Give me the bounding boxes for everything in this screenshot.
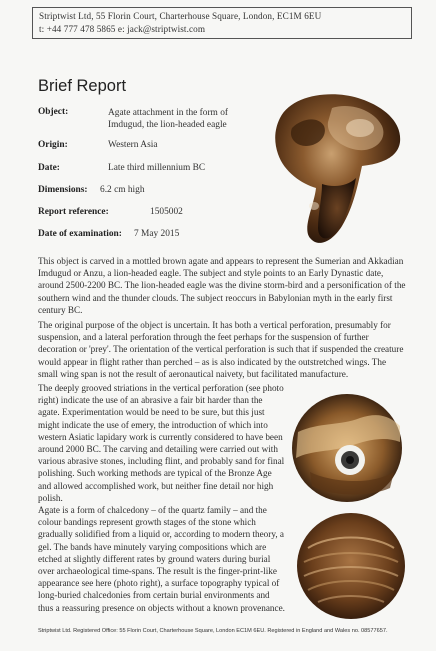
report-title: Brief Report: [38, 77, 127, 95]
fact-label: Date:: [38, 163, 60, 173]
letterhead-box: [32, 7, 412, 39]
fact-exam-date: [38, 229, 180, 239]
fact-label: Object:: [38, 107, 69, 117]
paragraph-intro: This object is carved in a mottled brown agate and appears to represent the Sumerian and Akkadian Imdugud or Anzu, a lion-headed eagle. The subject and style points to an Early Dynastic date, around 2500-2200 BC. The lion-headed eagle was the divine storm-bird and a personification of the southern wind and the thunder clouds. The subject reoccurs in Babylonian myth in the early first century BC.: [38, 256, 406, 315]
paragraph-purpose: The original purpose of the object is uncertain. It has both a vertical perforation, presumably for suspension, and a lateral perforation through the feet perhaps for the suspension of further decoration or 'prey'. The orientation of the vertical perforation is such that if suspended the creature would appear in flight rather than perched – as is also indicated by the outstretched wings. The small wing span is not the result of aeronautical naivety, but facilitated manufacture.: [38, 320, 404, 379]
fact-value: 1505002: [150, 207, 183, 217]
object-photo: [262, 88, 412, 250]
fact-label: Report reference:: [38, 207, 109, 217]
letterhead-contact: t: +44 777 478 5865 e: jack@striptwist.com: [39, 24, 206, 34]
fact-reference: [38, 207, 183, 217]
surface-closeup-photo: [296, 512, 406, 620]
fact-value: Agate attachment in the form of Imdugud, the lion-headed eagle: [108, 108, 229, 130]
fact-label: Dimensions:: [38, 185, 88, 195]
letterhead-address: Striptwist Ltd, 55 Florin Court, Charterhouse Square, London, EC1M 6EU: [39, 11, 322, 21]
fact-value: Western Asia: [108, 140, 158, 150]
paragraph-perforation: The deeply grooved striations in the vertical perforation (see photo right) indicate the use of an abrasive a fair bit harder than the agate. Experimentation would be need to be sure, but this just might indicate the use of emery, the introduction of which into western Asiatic lapidary work is currently considered to have been around 2000 BC. The carving and detailing were carried out with various abrasive stones, including flint, and probably sand for final polishing. Such working methods are typical of the Bronze Age and allowed accomplished work, but neither fine detail nor high polish.: [38, 383, 285, 503]
fact-object: [38, 107, 229, 130]
fact-value: 7 May 2015: [134, 229, 180, 239]
paragraph-agate: Agate is a form of chalcedony – of the quartz family – and the colour bandings represent growth stages of the stone which gradually solidified from a liquid or, according to modern theory, a gel. The bands have minutely varying compositions which are etched at slightly different rates by ground waters during burial over archaeological time-spans. The result is the finger-print-like appearance see here (photo right), a surface topography typical of long-buried chalcedonies from certain burial environments and thus a reassuring presence on objects without a known provenance.: [38, 505, 285, 613]
fact-value: 6.2 cm high: [100, 185, 145, 195]
perforation-closeup-photo: [290, 392, 404, 504]
fact-date: [38, 163, 206, 173]
fact-value: Late third millennium BC: [108, 163, 206, 173]
footer-registration: Striptwist Ltd. Registered Office: 55 Florin Court, Charterhouse Square, London EC1M 6EU. Registered in England and Wales no. 08577657.: [38, 628, 388, 634]
fact-dimensions: [38, 185, 145, 195]
fact-label: Date of examination:: [38, 229, 122, 239]
fact-label: Origin:: [38, 140, 68, 150]
fact-origin: [38, 140, 158, 150]
